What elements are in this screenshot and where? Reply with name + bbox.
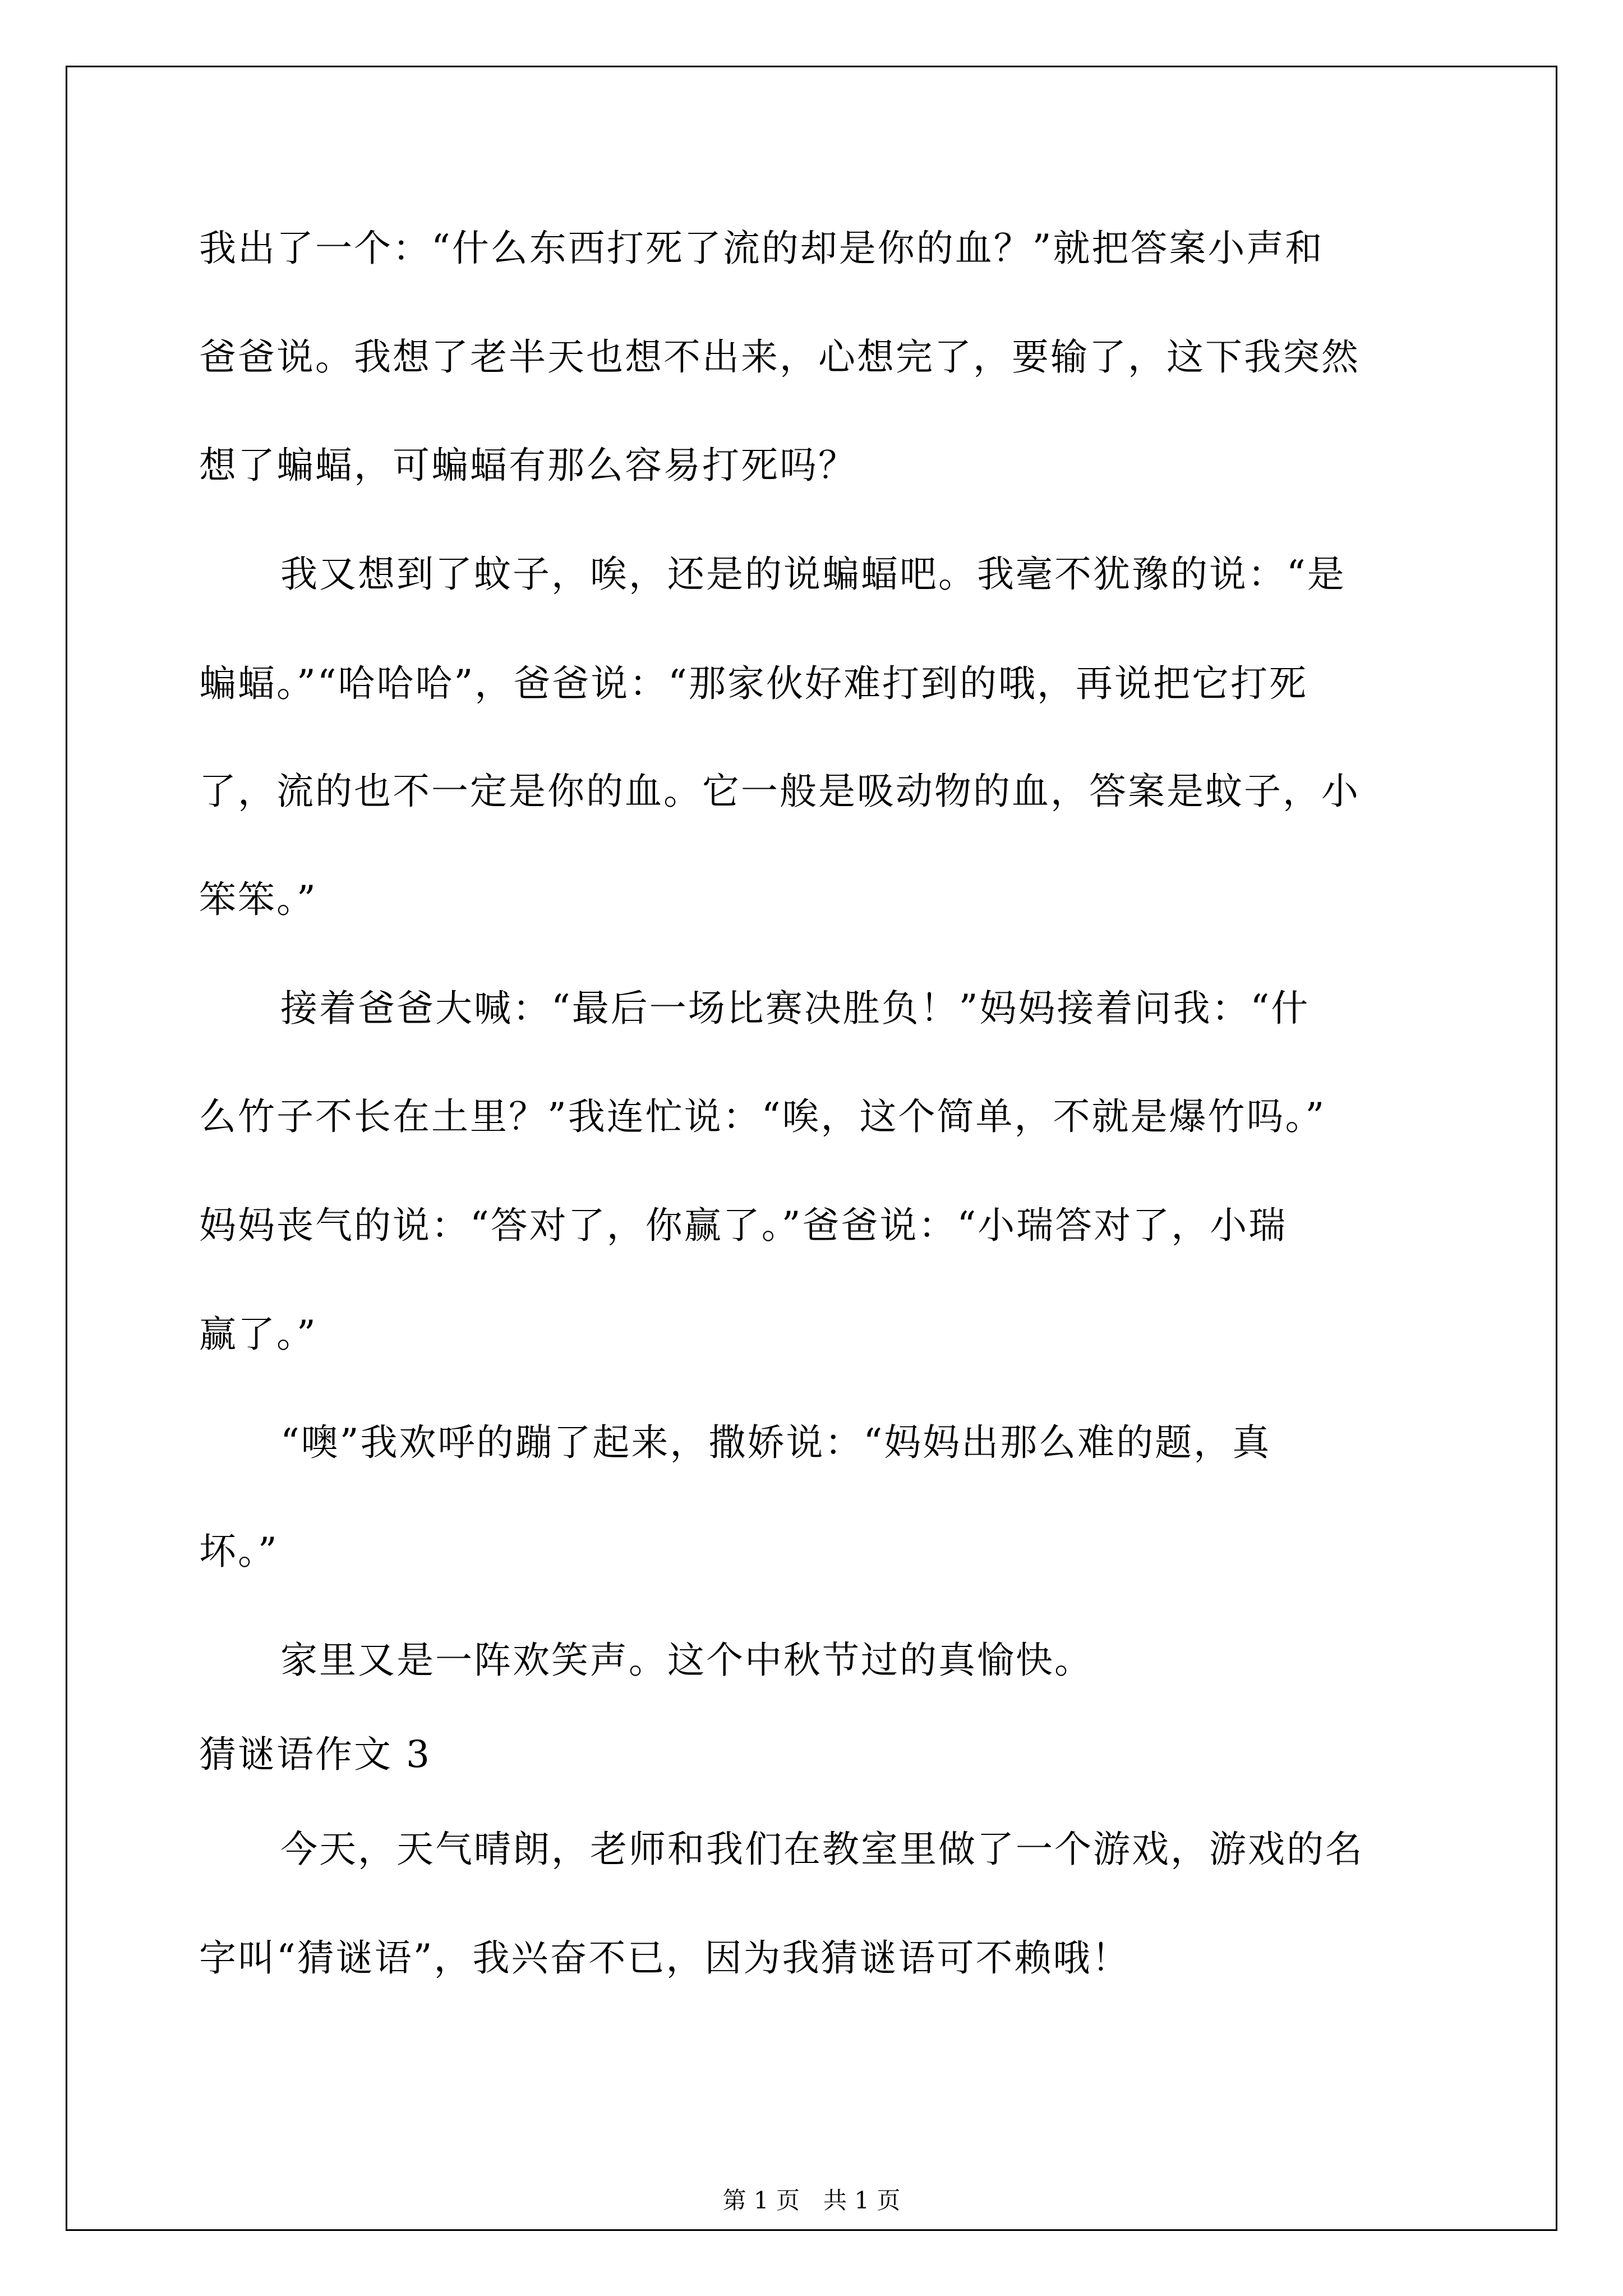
text-line-5: 蝙蝠。”“哈哈哈”，爸爸说：“那家伙好难打到的哦，再说把它打死 (199, 662, 1308, 705)
text-line-15: 今天，天气晴朗，老师和我们在教室里做了一个游戏，游戏的名 (280, 1828, 1364, 1871)
text-line-11: 赢了。” (199, 1313, 317, 1356)
text-line-12: “噢”我欢呼的蹦了起来，撒娇说：“妈妈出那么难的题，真 (280, 1421, 1271, 1464)
text-line-1: 我出了一个：“什么东西打死了流的却是你的血？”就把答案小声和 (199, 227, 1324, 270)
text-line-3: 想了蝙蝠，可蝙蝠有那么容易打死吗？ (199, 444, 857, 487)
section-heading: 猜谜语作文 3 (199, 1733, 431, 1776)
text-line-7: 笨笨。” (199, 878, 317, 921)
text-line-13: 坏。” (199, 1530, 279, 1573)
text-line-8: 接着爸爸大喊：“最后一场比赛决胜负！”妈妈接着问我：“什 (280, 987, 1310, 1030)
text-line-10: 妈妈丧气的说：“答对了，你赢了。”爸爸说：“小瑞答对了，小瑞 (199, 1204, 1288, 1247)
text-line-2: 爸爸说。我想了老半天也想不出来，心想完了，要输了，这下我突然 (199, 335, 1360, 379)
text-line-16: 字叫“猜谜语”，我兴奋不已，因为我猜谜语可不赖哦！ (199, 1936, 1131, 1980)
page-number-footer: 第 1 页 共 1 页 (722, 2187, 901, 2214)
text-line-6: 了，流的也不一定是你的血。它一般是吸动物的血，答案是蚊子，小 (199, 770, 1360, 813)
page-border (66, 66, 1557, 2231)
text-line-14: 家里又是一阵欢笑声。这个中秋节过的真愉快。 (280, 1639, 1093, 1682)
text-line-4: 我又想到了蚊子，唉，还是的说蝙蝠吧。我毫不犹豫的说：“是 (280, 553, 1346, 596)
text-line-9: 么竹子不长在土里？”我连忙说：“唉，这个简单，不就是爆竹吗。” (199, 1095, 1326, 1138)
